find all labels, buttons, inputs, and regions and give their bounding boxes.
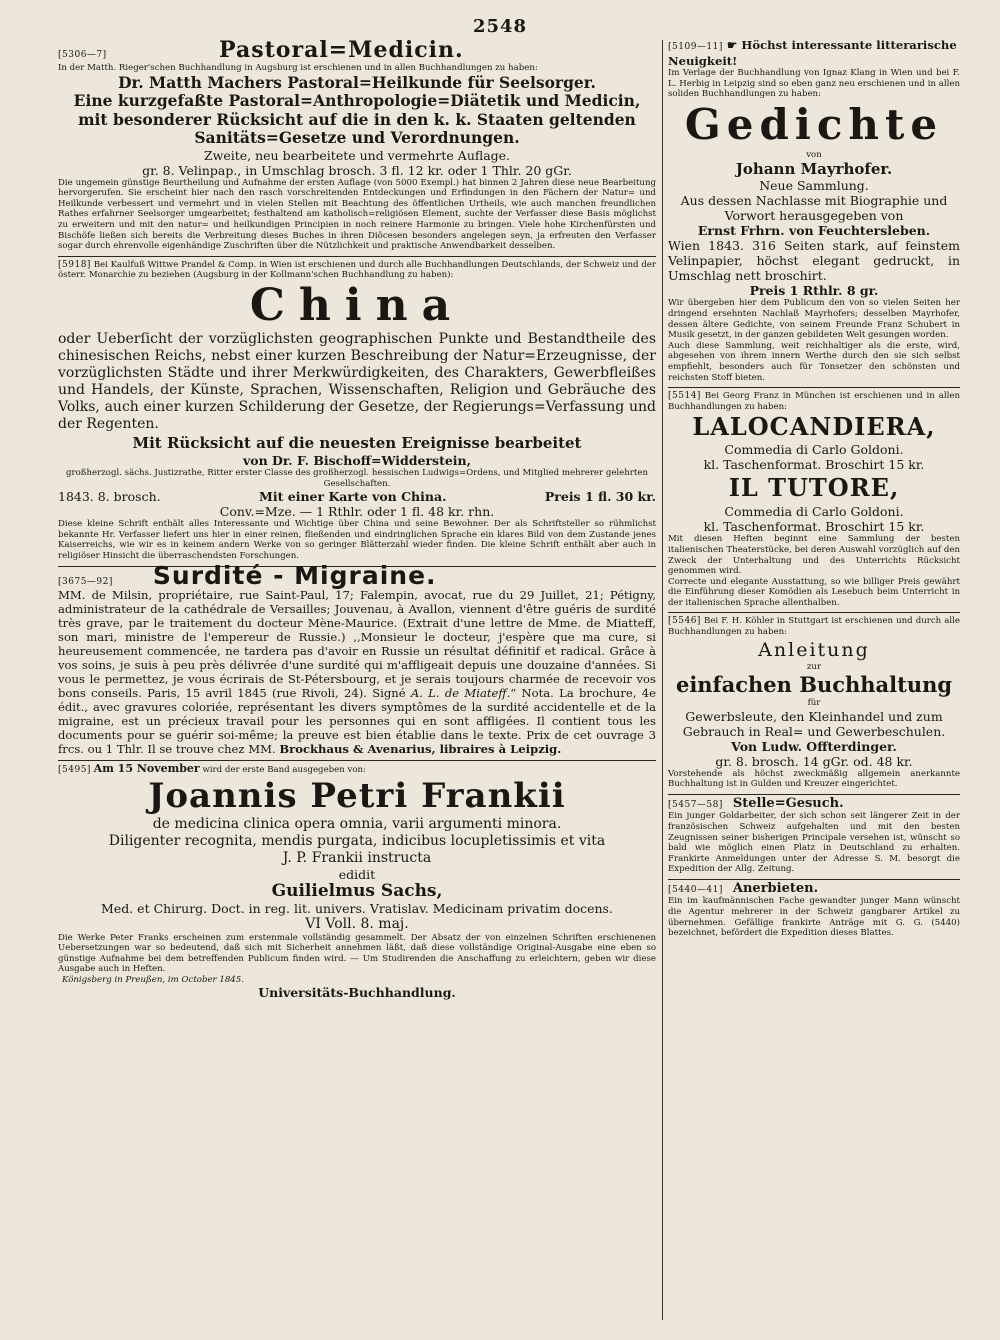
ad-tag: [5546] — [668, 616, 701, 627]
book-title: China — [249, 279, 465, 331]
ad-body: Diese kleine Schrift enthält alles Interessante und Wichtige über China und seine Bewohner. Der als Schriftsteller so rühmlichst bekannte Hr. Verfasser liefert uns hier in einer reinen, fließenden und eindringlichen Sprache ein klares Bild von dem Zustande jenes Kaiserreichs, wie wir es in keinem andern Werke von so geringer Blätterzahl wieder finden. Die kleine Schrift enthält aber auch in religiöser Hinsicht die überraschendsten Forschungen. — [58, 519, 656, 561]
play-price: kl. Taschenformat. Broschirt 15 kr. — [703, 457, 925, 473]
play-title: LALOCANDIERA, — [692, 412, 936, 442]
ad-title: Surdité - Migraine. — [152, 560, 437, 590]
place-date: Königsberg in Preußen, im October 1845. — [62, 974, 244, 985]
zur-label: zur — [806, 661, 822, 672]
ad-goldoni — [668, 391, 960, 608]
ad-body-2: Correcte und elegante Ausstattung, so wie billiger Preis gewährt die Einführung dieser Komödien als Lesebuch beim Unterricht in der italienischen Sprache allenthalben. — [668, 576, 960, 608]
ad-tag: [5457—58] — [668, 800, 723, 811]
editor-name: Guilielmus Sachs, — [271, 880, 443, 901]
play-title-2: IL TUTORE, — [728, 473, 900, 503]
ad-body: Vorstehende als höchst zweckmäßig allgemein anerkannte Buchhaltung ist in Gulden und Kreuzer eingerichtet. — [668, 768, 960, 790]
source-note: Aus dessen Nachlasse mit Biographie und Vorwort herausgegeben von — [680, 193, 948, 224]
ad-tag: [5495] — [58, 764, 91, 775]
year-format: 1843. 8. brosch. — [58, 489, 161, 505]
book-description-2: J. P. Frankii instructa — [282, 849, 432, 866]
ad-gedichte — [668, 38, 960, 383]
divider — [668, 612, 960, 613]
price: gr. 8. brosch. 14 gGr. od. 48 kr. — [715, 753, 913, 769]
play-author: Commedia di Carlo Goldoni. — [724, 442, 904, 458]
author: Johann Mayrhofer. — [735, 160, 893, 179]
ad-tag: [5109—11] — [668, 42, 723, 52]
price: Preis 1 fl. 30 kr. — [544, 489, 656, 505]
author: Von Ludw. Offterdinger. — [731, 738, 897, 754]
release-date: Am 15 November — [93, 761, 200, 775]
ad-intro: Bei F. H. Köhler in Stuttgart ist erschienen und durch alle Buchhandlungen zu haben: — [668, 616, 961, 638]
edition-note: Zweite, neu bearbeitete und vermehrte Auflage. — [203, 147, 511, 163]
book-subtitle: de medicina clinica opera omnia, varii argumenti minora. — [152, 815, 562, 832]
editor-description: Med. et Chirurg. Doct. in reg. lit. univers. Vratislav. Medicinam privatim docens. — [101, 900, 613, 916]
ad-surdite-migraine — [58, 560, 656, 756]
divider — [668, 387, 960, 388]
ad-intro: wird der erste Band ausgegeben von: — [202, 764, 366, 775]
price-line: gr. 8. Velinpap., in Umschlag brosch. 3 fl. 12 kr. oder 1 Thlr. 20 gGr. — [142, 162, 572, 178]
ad-intro: Bei Georg Franz in München ist erschienen und in allen Buchhandlungen zu haben: — [668, 391, 960, 412]
price-alt: Conv.=Mze. — 1 Rthlr. oder 1 fl. 48 kr. rhn. — [219, 504, 495, 520]
ad-tag: [5918] — [58, 259, 91, 270]
book-description: Diligenter recognita, mendis purgata, indicibus locupletissimis et vita — [108, 832, 606, 849]
pointing-hand-icon: ☛ — [726, 38, 738, 52]
von-label: von — [806, 149, 822, 160]
ad-intro: In der Matth. Rieger'schen Buchhandlung in Augsburg ist erschienen und in allen Buchhandlungen zu haben: — [58, 63, 538, 73]
book-title: Anleitung — [758, 638, 870, 661]
volumes: VI Voll. 8. maj. — [305, 915, 409, 932]
divider — [668, 794, 960, 795]
divider — [58, 256, 656, 257]
divider — [58, 760, 656, 761]
sellers: Brockhaus & Avenarius, libraires à Leipzig. — [279, 741, 562, 756]
book-description: Wien 1843. 316 Seiten stark, auf feinstem Velinpapier, höchst elegant gedruckt, in Umschlag nett broschirt. — [668, 238, 960, 284]
fuer-label: für — [807, 698, 821, 709]
ad-body: Die ungemein günstige Beurtheilung und Aufnahme der ersten Auflage (von 5000 Exempl.) hat binnen 2 Jahren diese neue Bearbeitung hervorgerufen. Sie erscheint hier nach den rasch vorschreitenden Entdeckungen und Erfindungen in den Fächern der Natur= und Heilkunde verbessert und vermehrt und in vielen Stellen mit Beachtung des öffentlichen Urtheils, wie auch manchen freundlichen Rathes erfahrner Seelsorger umgearbeitet; festhaltend am katholisch=religiösen Element, suchte der Verfasser diese Basis möglichst zu erweitern und mit den natur= und heilkundigen Principien in noch reinere Harmonie zu bringen. Viele hohe Kirchenfürsten und Bischöfe ließen sich bereits die Verbreitung dieses Buches in ihren Diöcesen besonders angelegen seyn, ja erfreuten den Verfasser sogar durch ehrenvolle eigenhändige Zuschriften über die Nützlichkeit und praktische Anwendbarkeit desselben. — [58, 177, 656, 252]
book-title: Dr. Matth Machers Pastoral=Heilkunde für Seelsorger. — [118, 72, 596, 92]
book-title-2: einfachen Buchhaltung — [675, 672, 953, 698]
note-text: “ Nota. La brochure, 4e édit., avec gravures coloriée, représentant les divers symptômes de la surdité accidentelle et de la migraine, est un précieux travail pour les personnes qui en sont affligées. Il contient tous les documents pour se guérir soi-même; la preuve est bien établie dans le texte. Prix de cet ouvrage 3 frcs. ou 1 Thlr. Il se trouve chez MM. — [58, 685, 656, 756]
ad-tag: [5306—7] — [58, 50, 107, 60]
testimonial-text: MM. de Milsin, propriétaire, rue Saint-Paul, 17; Falempin, avocat, rue du 29 Juillet, 21; Pétigny, administrateur de la cathédrale de Versailles; Jouvenau, à Avallon, viennent d'être guéris de surdité très grave, par le traitement du docteur Mène-Maurice. (Extrait d'une lettre de Mme. de Miatteff, son mari, ministre de l'empereur de Russie.) ,,Monsieur le docteur, j'espère que ma cure, si heureusement commencée, ne tardera pas d'avoir en Russie un résultat définitif et radical. Grâce à vos soins, je suis à peu près délivrée d'une surdité qui m'affligeait depuis une douzaine d'années. Si vous le permettez, je vous écrirais de St-Pétersbourg, et je serais toujours charmée de recevoir vos bons conseils. Paris, 15 avril 1845 (rue Rivoli, 24). Signé — [58, 587, 656, 700]
ad-body: Die Werke Peter Franks erscheinen zum erstenmale vollständig gesammelt. Der Absatz der von einzelnen Schriften erschienenen Uebersetzungen war so bedeutend, daß sich mit Sicherheit annehmen läßt, daß diese vollständige Original-Ausgabe eine eben so günstige Aufnahme bei dem betreffenden Publicum finden wird. — Um Studirenden die Anschaffung zu erleichtern, geben wir diese Ausgabe auch in Heften. — [58, 932, 656, 975]
ad-intro: Im Verlage der Buchhandlung von Ignaz Klang in Wien und bei F. L. Herbig in Leipzig sind so eben ganz neu erschienen und in allen soliden Buchhandlungen zu haben: — [668, 68, 960, 100]
book-subtitle: oder Ueberſicht der vorzüglichsten geographischen Punkte und Bestandtheile des chinesischen Reichs, nebst einer kurzen Beschreibung der Natur=Erzeugnisse, der vorzüglichsten Städte und ihrer Merkwürdigkeiten, des Charakters, Gewerbfleißes und Handels, der Künste, Sprachen, Wissenschaften, Religion und Gebräuche des Volks, auch einer kurzen Schilderung der Gesetze, der Regierungs=Verfassung und der Regenten. — [58, 330, 656, 432]
map-note: Mit einer Karte von China. — [259, 489, 447, 505]
ad-tag: [3675—92] — [58, 576, 113, 587]
ad-body: Wir übergeben hier dem Publicum den von so vielen Seiten her dringend ersehnten Nachlaß Mayrhofers; desselben Mayrhofer, dessen ältere Gedichte, von seinem Freunde Franz Schubert in Musik gesetzt, in der ganzen gebildeten Welt gesungen worden. — [668, 298, 960, 341]
play-author-2: Commedia di Carlo Goldoni. — [724, 504, 904, 520]
divider — [668, 879, 960, 880]
ad-title: Stelle=Gesuch. — [732, 796, 844, 812]
ad-headline: Höchst interessante litterarische Neuigkeit! — [668, 38, 957, 68]
ad-anerbieten — [668, 883, 960, 939]
book-subtitle: Eine kurzgefaßte Pastoral=Anthropologie=Diätetik und Medicin, mit besonderer Rücksicht auf die in den k. k. Staaten geltenden Sanitäts=Gesetze und Verordnungen. — [73, 91, 641, 148]
ad-tag: [5514] — [668, 391, 701, 402]
ad-buchhaltung — [668, 616, 960, 790]
ad-frank-opera — [58, 761, 656, 1001]
price-line — [58, 489, 656, 504]
signature: A. L. de Miateff. — [410, 685, 511, 700]
ad-stelle-gesuch — [668, 798, 960, 875]
ad-china — [58, 260, 656, 562]
ad-pastoral-medicin — [58, 38, 656, 252]
ad-title: Pastoral=Medicin. — [219, 37, 464, 63]
ad-body: Ein im kaufmännischen Fache gewandter junger Mann wünscht die Agentur mehrerer in der Schweiz gangbarer Artikel zu übernehmen. Gefällige frankirte Anträge mit G. G. (5440) bezeichnet, befördert die Expedition dieses Blattes. — [668, 896, 960, 939]
price: Preis 1 Rthlr. 8 gr. — [749, 283, 879, 299]
column-divider — [662, 40, 663, 1320]
left-column — [58, 38, 656, 1000]
ad-tag: [5440—41] — [668, 885, 723, 895]
page-number: 2548 — [472, 16, 528, 37]
collection-note: Neue Sammlung. — [759, 178, 869, 194]
ad-body: Ein junger Goldarbeiter, der sich schon seit längerer Zeit in der französischen Schweiz aufgehalten und mit den besten Zeugnissen seiner bisherigen Principale versehen ist, wünscht so bald wie möglich einen Platz in Deutschland zu erhalten. Frankirte Anmeldungen unter der Adresse S. M. besorgt die Expedition der Allg. Zeitung. — [668, 811, 960, 875]
book-title: Joannis Petri Frankii — [148, 775, 566, 816]
ad-body — [58, 588, 656, 756]
right-column — [668, 38, 960, 939]
book-subtitle: Gewerbsleute, den Kleinhandel und zum Gebrauch in Real= und Gewerbeschulen. — [682, 708, 946, 739]
author-description: großherzogl. sächs. Justizrathe, Ritter erster Classe des großherzogl. hessischen Ludwigs=Ordens, und Mitglied mehrerer gelehrten Gesellschaften. — [66, 467, 648, 489]
ad-body: Mit diesen Heften beginnt eine Sammlung der besten italienischen Theaterstücke, bei deren Auswahl vorzüglich auf den Zweck der Unterhaltung und des Unterrichts Rücksicht genommen wird. — [668, 534, 960, 577]
author-line: von Dr. F. Bischoff=Widderstein, — [242, 452, 471, 468]
ad-intro: Bei Kaulfuß Wittwe Prandel & Comp. in Wien ist erschienen und durch alle Buchhandlungen Deutschlands, der Schweiz und der österr. Monarchie zu beziehen (Augsburg in der Kollmann'schen Buchhandlung zu haben): — [58, 259, 656, 281]
ad-title: Anerbieten. — [732, 881, 819, 896]
play-price-2: kl. Taschenformat. Broschirt 15 kr. — [703, 519, 925, 535]
editor: Ernst Frhrn. von Feuchtersleben. — [697, 223, 931, 239]
ad-body-2: Auch diese Sammlung, weit reichhaltiger als die erste, wird, abgesehen von ihrem innern Werthe durch den sie sich selbst empfiehlt, besonders auch für Tonsetzer den schönsten und reichsten Stoff bieten. — [668, 340, 960, 383]
publisher: Universitäts-Buchhandlung. — [258, 985, 456, 1001]
book-title: Gedichte — [684, 99, 944, 149]
edidit-label: edidit — [338, 866, 376, 882]
revision-note: Mit Rücksicht auf die neuesten Ereignisse bearbeitet — [132, 433, 582, 452]
